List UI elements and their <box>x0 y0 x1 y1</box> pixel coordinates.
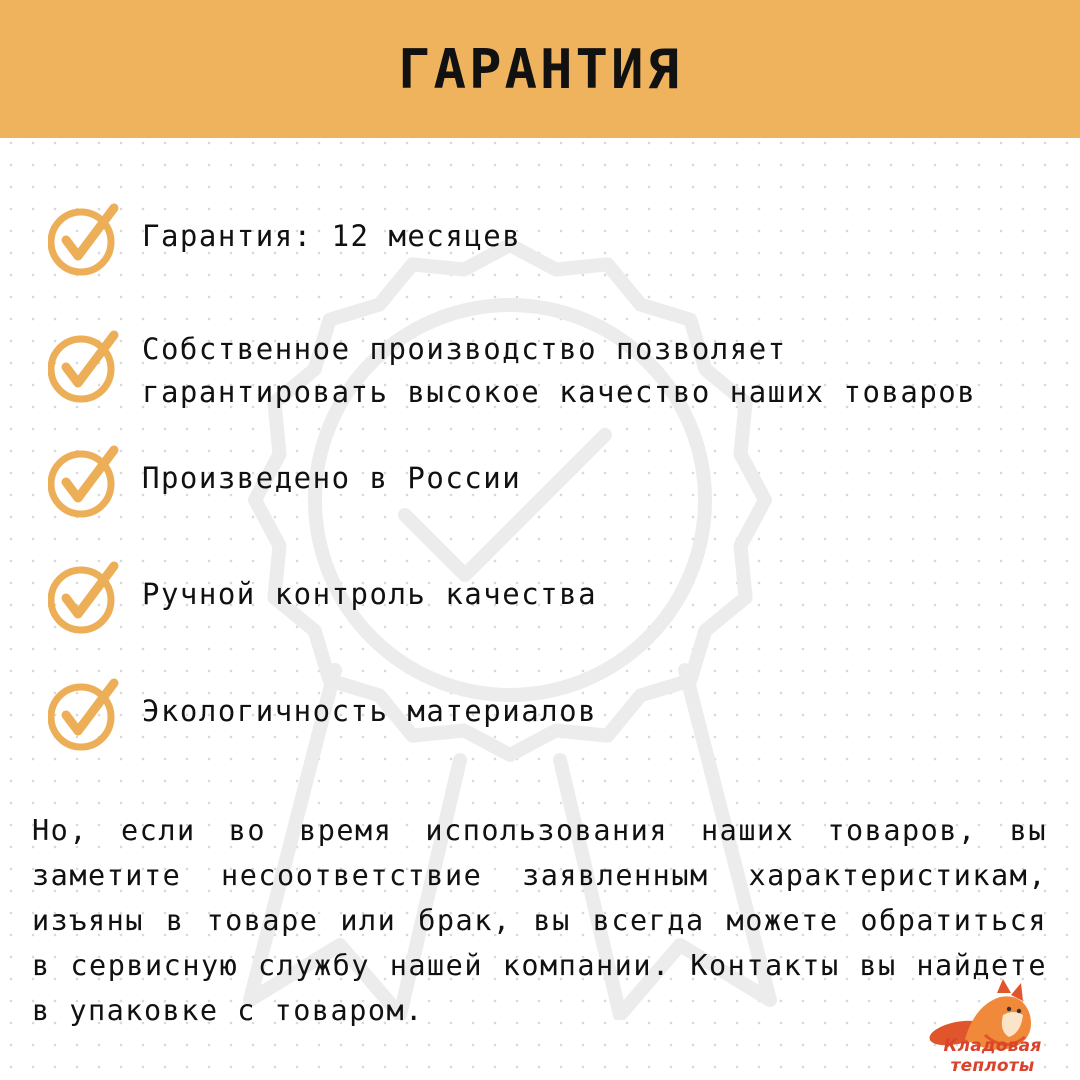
feature-text-line: Ручной контроль качества <box>142 577 598 611</box>
checkmark-circle-icon <box>48 677 124 753</box>
checkmark-circle-icon <box>48 329 124 405</box>
feature-text <box>142 573 1062 616</box>
feature-text <box>142 690 1062 733</box>
feature-text <box>142 215 1062 258</box>
page-title: ГАРАНТИЯ <box>397 37 683 101</box>
brand-logo <box>905 975 1080 1080</box>
checkmark-circle-icon <box>48 202 124 278</box>
feature-text-line: Гарантия: 12 месяцев <box>142 219 522 253</box>
feature-text-line: Экологичность материалов <box>142 694 598 728</box>
logo-label: Кладовая теплоты <box>943 1036 1042 1076</box>
feature-text-line: гарантировать высокое качество наших товаров <box>142 375 977 409</box>
warranty-paragraph: Но, если во время использования наших товаров, вы заметите несоответствие заявленным характеристикам, изъяны в товаре или брак, вы всегда можете обратиться в сервисную службу нашей компании. Контакты вы найдете в упаковке с товаром. <box>32 814 1047 1027</box>
feature-text <box>142 457 1062 500</box>
checkmark-circle-icon <box>48 444 124 520</box>
checkmark-circle-icon <box>48 560 124 636</box>
feature-text-line: Собственное производство позволяет <box>142 332 787 366</box>
feature-text <box>142 328 1062 414</box>
feature-text-line: Произведено в России <box>142 461 522 495</box>
